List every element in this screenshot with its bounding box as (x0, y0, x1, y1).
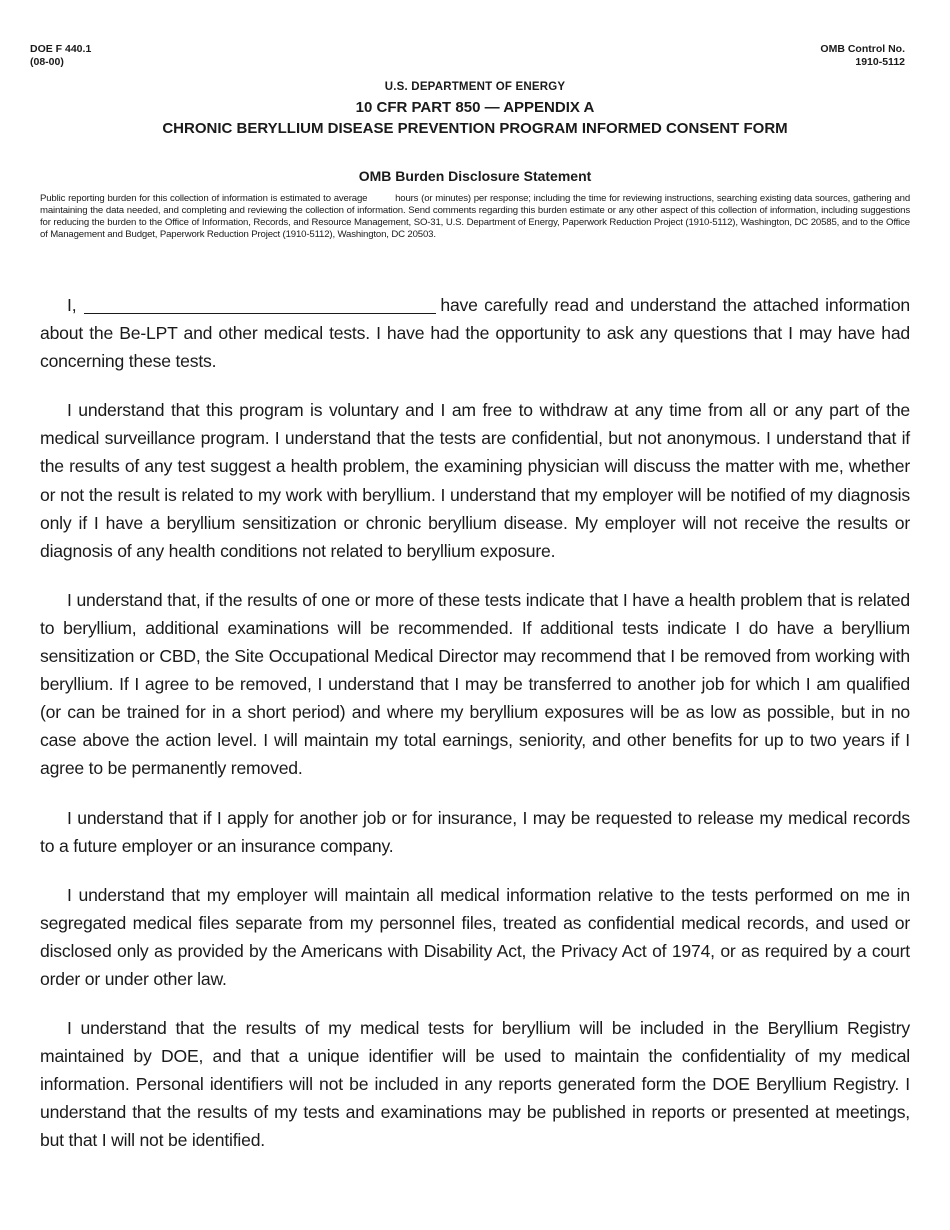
consent-paragraph-1-text: have carefully read and understand the attached information about the Be-LPT and other medical tests. I have had the opportunity to ask any questions that I may have had concerning these tests. (40, 295, 910, 372)
burden-heading: OMB Burden Disclosure Statement (358, 168, 592, 184)
form-number: DOE F 440.1 (30, 43, 92, 55)
burden-statement (40, 193, 910, 241)
consent-paragraph-1 (40, 291, 910, 375)
name-blank-line[interactable] (84, 295, 436, 314)
burden-text-start: Public reporting burden for this collection of information is estimated to average (40, 193, 368, 204)
form-identifier (30, 43, 91, 69)
consent-body (40, 291, 910, 1176)
omb-label: OMB Control No. (820, 43, 905, 55)
form-titles (0, 80, 950, 139)
consent-paragraph-5: I understand that my employer will maintain all medical information relative to the tests performed on me in segregated medical files separate from my personnel files, treated as confidential medical records, and used or disclosed only as provided by the Americans with Disability Act, the Privacy Act of 1974, or as required by a court order or under other law. (40, 884, 910, 989)
consent-paragraph-4: I understand that if I apply for another job or for insurance, I may be requested to release my medical records to a future employer or an insurance company. (40, 807, 910, 856)
form-title: CHRONIC BERYLLIUM DISEASE PREVENTION PROGRAM INFORMED CONSENT FORM (162, 120, 788, 137)
consent-paragraph-6: I understand that the results of my medical tests for beryllium will be included in the Beryllium Registry maintained by DOE, and that a unique identifier will be used to maintain the confidentiality of my medical information. Personal identifiers will not be included in any reports generated form the DOE Beryllium Registry. I understand that the results of my tests and examinations may be published in reports or presented at meetings, but that I will not be identified. (40, 1018, 910, 1151)
agency-name: U.S. DEPARTMENT OF ENERGY (384, 81, 566, 93)
form-date: (08-00) (30, 56, 64, 68)
regulation-title: 10 CFR PART 850 — APPENDIX A (355, 99, 595, 116)
consent-paragraph-3: I understand that, if the results of one or more of these tests indicate that I have a health problem that is related to beryllium, additional examinations will be recommended. If additional tests indicate I do have a beryllium sensitization or CBD, the Site Occupational Medical Director may recommend that I be removed from working with beryllium. If I agree to be removed, I understand that I may be transferred to another job for which I am qualified (or can be trained for in a short period) and where my beryllium exposures will be as low as possible, but in no case above the action level. I will maintain my total earnings, seniority, and other benefits for up to two years if I agree to be permanently removed. (40, 589, 910, 779)
name-prefix: I, (67, 295, 77, 315)
omb-number: 1910-5112 (855, 56, 905, 68)
omb-control (820, 43, 905, 69)
burden-text-end: hours (or minutes) per response; including the time for reviewing instructions, searching existing data sources, gathering and maintaining the data needed, and completing and reviewing the collection of information. Send comments regarding this burden estimate or any other aspect of this collection of information, including suggestions for reducing the burden to the Office of Information, Records, and Resource Management, SO-31, U.S. Department of Energy, Paperwork Reduction Project (1910-5112), Washington, DC 20585, and to the Office of Management and Budget, Paperwork Reduction Project (1910-5112), Washington, DC 20503. (40, 193, 911, 240)
consent-paragraph-2: I understand that this program is voluntary and I am free to withdraw at any time from all or any part of the medical surveillance program. I understand that the tests are confidential, but not anonymous. I understand that if the results of any test suggest a health problem, the examining physician will discuss the matter with me, whether or not the result is related to my work with beryllium. I understand that my employer will be notified of my diagnosis only if I have a beryllium sensitization or chronic beryllium disease. My employer will not receive the results or diagnosis of any health conditions not related to beryllium exposure. (40, 400, 910, 561)
